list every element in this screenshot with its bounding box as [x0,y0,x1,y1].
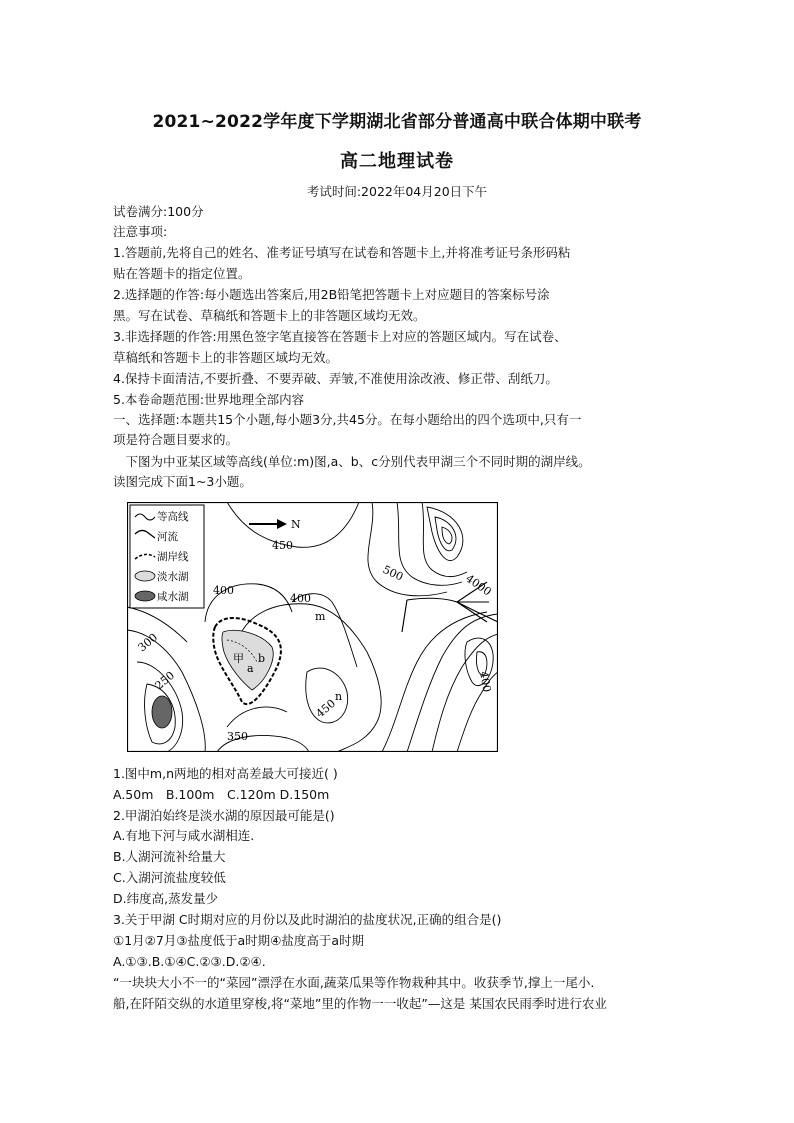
question-2-option-a: A.有地下河与咸水湖相连. [113,828,255,843]
note-1-line-1: 1.答题前,先将自己的姓名、准考证号填写在试卷和答题卡上,并将准考证号条形码粘 [113,245,571,260]
passage-line-1: “一块块大小不一的“菜园”漂浮在水面,蔬菜瓜果等作物栽种其中。收获季节,撑上一尾小. [113,975,595,990]
shoreline-label-a: a [247,662,254,675]
north-label: N [291,518,301,531]
note-5: 5.本卷命题范围:世界地理全部内容 [113,392,305,407]
question-3: 3.关于甲湖 C时期对应的月份以及此时湖泊的盐度状况,正确的组合是() [113,912,502,927]
full-score: 试卷满分:100分 [113,204,204,219]
contour-label-n: n [335,690,343,703]
question-1: 1.图中m,n两地的相对高差最大可接近( ) [113,766,338,781]
lake-label-jia: 甲 [233,652,244,665]
question-3-items: ①1月②7月③盐度低于a时期④盐度高于a时期 [113,933,365,948]
note-3-line-1: 3.非选择题的作答:用黑色签字笔直接答在答题卡上对应的答题区域内。写在试卷、 [113,329,567,344]
contour-label: 350 [227,730,248,743]
saltwater-lake-icon [135,591,155,601]
shoreline-label-b: b [258,652,266,665]
map-legend [130,505,204,608]
contour-label: 400 [213,584,234,597]
notes-heading: 注意事项: [113,224,168,239]
contour-map [127,502,498,752]
question-2-option-c: C.入湖河流盐度较低 [113,870,226,885]
contour-label: 400 [290,592,311,605]
map-intro-line-1: 下图为中亚某区域等高线(单位:m)图,a、b、c分别代表甲湖三个不同时期的湖岸线。 [113,454,591,469]
passage-line-2: 船,在阡陌交纵的水道里穿梭,将“菜地”里的作物一一收起”—这是 某国农民雨季时进行农业 [113,996,607,1011]
note-3-line-2: 草稿纸和答题卡上的非答题区域均无效。 [113,350,339,365]
legend-saltwater: 咸水湖 [157,591,189,603]
contour-label-m: m [315,610,326,623]
contour-label: 500 [380,562,406,584]
contour-label: 300 [135,630,161,655]
map-intro-line-2: 读图完成下面1~3小题。 [113,474,252,489]
legend-contour: 等高线 [157,511,189,523]
contour-label: 250 [152,668,178,693]
freshwater-lake-icon [135,571,155,581]
legend-river: 河流 [157,531,178,543]
exam-subtitle: 高二地理试卷 [340,151,454,172]
note-2-line-1: 2.选择题的作答:每小题选出答案后,用2B铅笔把答题卡上对应题目的答案标号涂 [113,287,550,302]
question-3-options: A.①③.B.①④C.②③.D.②④. [113,954,266,969]
contour-label: 400 [477,670,494,694]
note-1-line-2: 贴在答题卡的指定位置。 [113,266,251,281]
question-2: 2.甲湖泊始终是淡水湖的原因最可能是() [113,808,335,823]
contour-label: 4000 [463,571,494,599]
exam-time: 考试时间:2022年04月20日下午 [306,184,488,199]
note-4: 4.保持卡面清洁,不要折叠、不要弄破、弄皱,不准使用涂改液、修正带、刮纸刀。 [113,371,558,386]
question-2-option-b: B.人湖河流补给量大 [113,849,226,864]
section-1-heading-line-2: 项是符合题目要求的。 [113,432,239,447]
salt-lake [152,696,172,728]
legend-freshwater: 淡水湖 [157,571,189,583]
contour-label: 450 [313,696,339,721]
legend-shoreline: 湖岸线 [157,551,189,563]
question-2-option-d: D.纬度高,蒸发量少 [113,891,219,906]
question-1-options: A.50m B.100m C.120m D.150m [113,787,330,802]
exam-title: 2021~2022学年度下学期湖北省部分普通高中联合体期中联考 [152,112,642,132]
section-1-heading-line-1: 一、选择题:本题共15个小题,每小题3分,共45分。在每小题给出的四个选项中,只有一 [113,412,582,427]
contour-label: 450 [272,539,293,552]
note-2-line-2: 黑。写在试卷、草稿纸和答题卡上的非答题区域均无效。 [113,308,426,323]
